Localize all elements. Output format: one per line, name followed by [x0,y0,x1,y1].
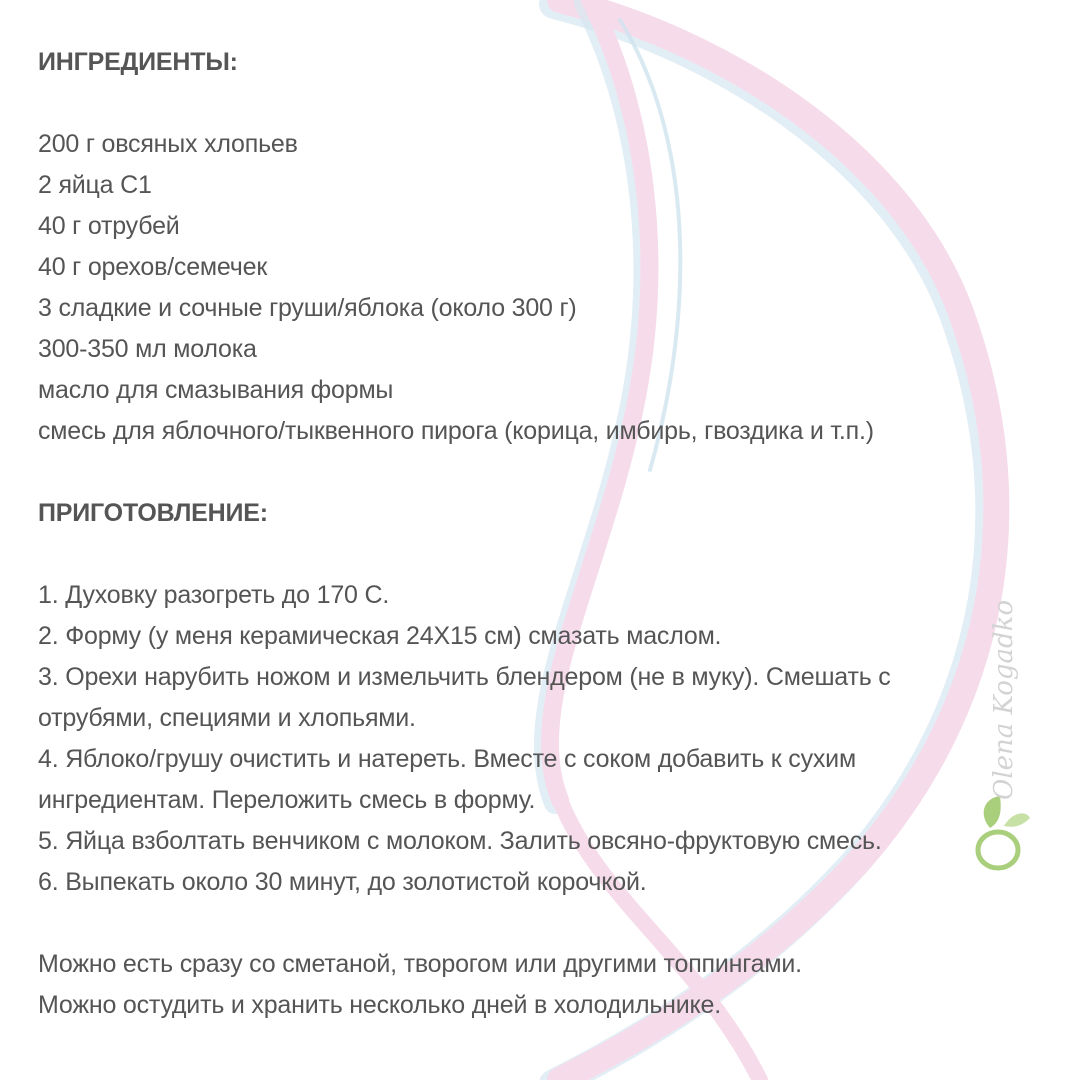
ingredient-item: 3 сладкие и сочные груши/яблока (около 300 г) [38,294,577,322]
signature-watermark: Olena Kogadkova [989,600,1019,800]
serving-notes [38,944,1048,1026]
ingredients-heading: ИНГРЕДИЕНТЫ: [38,48,238,76]
ingredient-item: 40 г орехов/семечек [38,253,268,281]
step-line: отрубями, специями и хлопьями. [38,704,416,732]
step-line: 5. Яйца взболтать венчиком с молоком. Залить овсяно-фруктовую смесь. [38,827,882,855]
step-line: 4. Яблоко/грушу очистить и натереть. Вместе с соком добавить к сухим [38,745,856,773]
note-line: Можно остудить и хранить несколько дней в холодильнике. [38,991,721,1019]
spacer [38,534,1048,575]
ingredient-item: 200 г овсяных хлопьев [38,130,298,158]
step-line: 3. Орехи нарубить ножом и измельчить блендером (не в муку). Смешать с [38,663,891,691]
ingredient-item: масло для смазывания формы [38,376,394,404]
recipe-text [38,42,1048,1026]
preparation-steps [38,575,1048,903]
preparation-heading: ПРИГОТОВЛЕНИЕ: [38,499,268,527]
ingredient-item: 2 яйца С1 [38,171,152,199]
ingredient-item: смесь для яблочного/тыквенного пирога (корица, имбирь, гвоздика и т.п.) [38,417,874,445]
spacer [38,452,1048,493]
step-line: 6. Выпекать около 30 минут, до золотистой корочкой. [38,868,647,896]
ingredient-item: 40 г отрубей [38,212,180,240]
step-line: ингредиентам. Переложить смесь в форму. [38,786,536,814]
step-line: 1. Духовку разогреть до 170 С. [38,581,390,609]
ingredient-item: 300-350 мл молока [38,335,257,363]
step-line: 2. Форму (у меня керамическая 24Х15 см) смазать маслом. [38,622,722,650]
note-line: Можно есть сразу со сметаной, творогом или другими топпингами. [38,950,802,978]
ingredients-list [38,124,1048,452]
spacer [38,83,1048,124]
spacer [38,903,1048,944]
